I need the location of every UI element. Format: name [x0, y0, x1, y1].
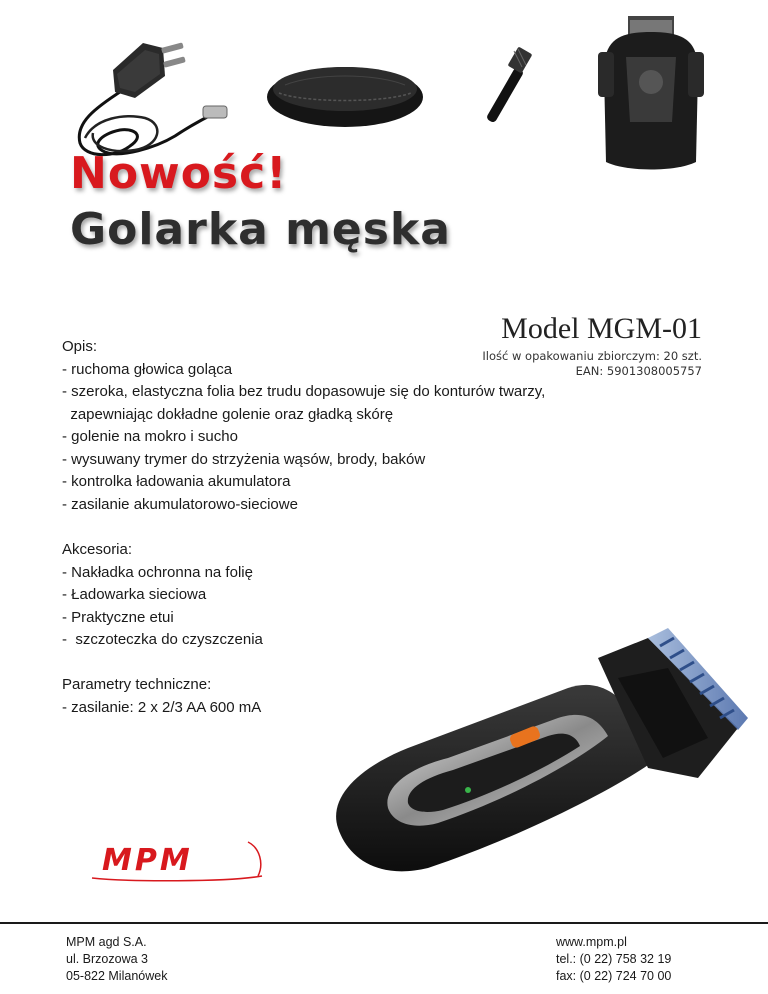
description-item: - wysuwany trymer do strzyżenia wąsów, brody, baków [62, 450, 426, 468]
params-item: - zasilanie: 2 x 2/3 AA 600 mA [62, 698, 262, 716]
cleaning-brush-image [478, 45, 538, 140]
mpm-logo-text: MPM [102, 843, 193, 878]
company-website-link[interactable]: www.mpm.pl [556, 935, 627, 949]
accessories-section [62, 539, 263, 652]
shaver-product-image [318, 618, 758, 888]
ean-code: EAN: 5901308005757 [575, 364, 702, 378]
technical-params-section [62, 674, 261, 719]
accessory-item: - Nakładka ochronna na folię [62, 563, 253, 581]
charger-image [65, 18, 235, 168]
company-name: MPM agd S.A. [66, 935, 147, 949]
description-item: - kontrolka ładowania akumulatora [62, 473, 291, 490]
accessory-item: - szczoteczka do czyszczenia [62, 631, 263, 648]
model-name: Model MGM-01 [501, 312, 702, 345]
description-section [62, 336, 545, 516]
pack-quantity: Ilość w opakowaniu zbiorczym: 20 szt. [482, 349, 702, 363]
company-street: ul. Brzozowa 3 [66, 952, 148, 966]
headline-new: Nowość! [70, 148, 288, 199]
company-city: 05-822 Milanówek [66, 969, 168, 983]
company-address [66, 934, 167, 985]
company-fax: fax: (0 22) 724 70 00 [556, 969, 672, 983]
description-heading: Opis: [62, 338, 98, 355]
description-item: - ruchoma głowica goląca [62, 360, 233, 378]
mpm-logo-mark [88, 838, 266, 884]
accessory-item: - Praktyczne etui [62, 608, 174, 626]
headline-product: Golarka męska [70, 204, 451, 255]
mpm-logo [88, 838, 266, 884]
params-heading: Parametry techniczne: [62, 676, 212, 693]
accessory-item: - Ładowarka sieciowa [62, 586, 207, 603]
description-item: zapewniając dokładne golenie oraz gładką skórę [62, 405, 394, 423]
accessories-heading: Akcesoria: [62, 541, 133, 558]
description-item: - zasilanie akumulatorowo-sieciowe [62, 495, 298, 513]
description-item: - golenie na mokro i sucho [62, 428, 238, 445]
shaver-head-image [596, 12, 706, 172]
company-contact [556, 934, 671, 985]
description-item: - szeroka, elastyczna folia bez trudu dopasowuje się do konturów twarzy, [62, 383, 546, 400]
travel-case-image [265, 55, 425, 130]
footer-divider [0, 922, 768, 924]
company-phone: tel.: (0 22) 758 32 19 [556, 952, 672, 966]
